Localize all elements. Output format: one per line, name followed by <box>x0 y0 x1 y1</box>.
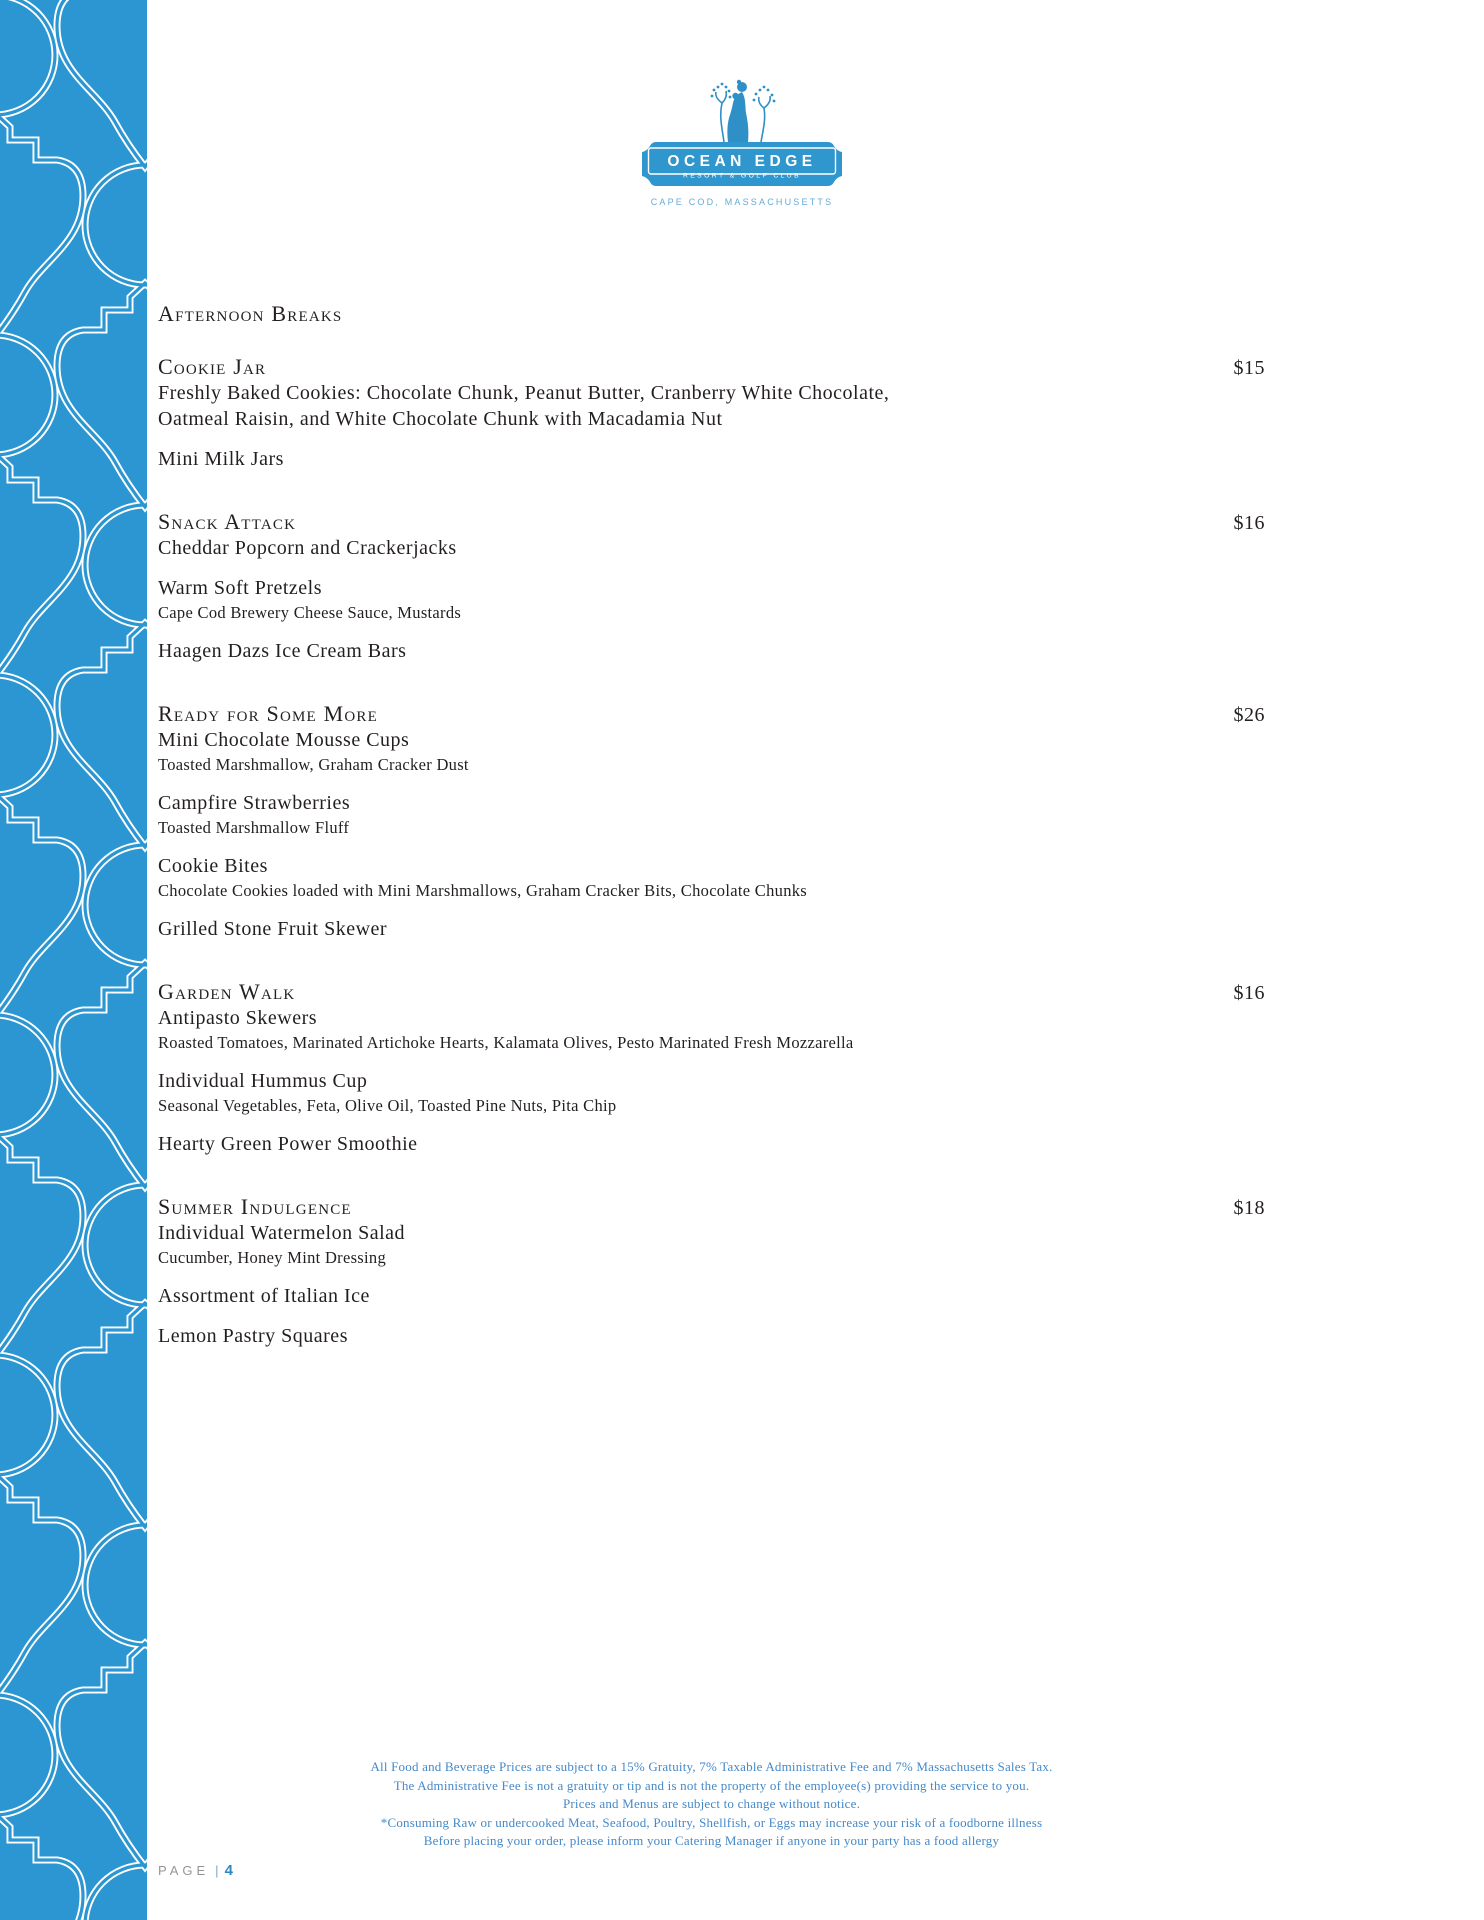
section-items <box>158 380 1265 472</box>
footer-line: Prices and Menus are subject to change without notice. <box>562 1796 861 1811</box>
item-description: Toasted Marshmallow Fluff <box>158 818 350 837</box>
menu-section-ready-for-some-more <box>158 700 1265 942</box>
menu-section-summer-indulgence <box>158 1193 1265 1349</box>
page-number-label: PAGE <box>158 1863 210 1878</box>
menu-item <box>158 575 958 624</box>
item-description: Cucumber, Honey Mint Dressing <box>158 1248 387 1267</box>
item-name: Assortment of Italian Ice <box>158 1285 370 1307</box>
menu-item <box>158 535 958 561</box>
item-name: Cookie Bites <box>158 855 268 877</box>
item-name: Hearty Green Power Smoothie <box>158 1133 418 1155</box>
footer-line: *Consuming Raw or undercooked Meat, Seafood, Poultry, Shellfish, or Eggs may increase your risk of a foodborne illness <box>380 1814 1043 1830</box>
menu-item <box>158 727 958 776</box>
item-description: Roasted Tomatoes, Marinated Artichoke Hearts, Kalamata Olives, Pesto Marinated Fresh Mozzarella <box>158 1033 854 1052</box>
item-description: Cape Cod Brewery Cheese Sauce, Mustards <box>158 603 462 622</box>
section-name: Garden Walk <box>158 979 296 1004</box>
section-price: $18 <box>1233 1197 1265 1219</box>
moroccan-lattice-pattern-icon <box>0 0 147 1920</box>
item-name: Mini Chocolate Mousse Cups <box>158 729 410 751</box>
section-items <box>158 1220 1265 1349</box>
section-name: Snack Attack <box>158 509 297 534</box>
page-number-divider: | <box>215 1863 219 1878</box>
menu-item <box>158 916 958 942</box>
item-description: Seasonal Vegetables, Feta, Olive Oil, Toasted Pine Nuts, Pita Chip <box>158 1096 617 1115</box>
menu-item <box>158 446 958 472</box>
item-name: Mini Milk Jars <box>158 448 284 470</box>
section-price: $15 <box>1233 357 1265 379</box>
menu-item <box>158 1068 958 1117</box>
decorative-sidebar <box>0 0 147 1920</box>
menu-item <box>158 1131 958 1157</box>
item-name: Cheddar Popcorn and Crackerjacks <box>158 537 457 559</box>
menu-item <box>158 638 958 664</box>
logo-badge-subtitle: RESORT & GOLF CLUB <box>682 172 802 180</box>
item-name: Freshly Baked Cookies: Chocolate Chunk, Peanut Butter, Cranberry White Chocolate, Oatmeal Raisin, and White Chocolate Chunk with Macadamia Nut <box>158 382 890 430</box>
footer-disclaimers <box>158 1758 1265 1851</box>
menu-section-snack-attack <box>158 508 1265 664</box>
menu-item <box>158 1005 958 1054</box>
logo-badge <box>642 142 842 186</box>
resort-logo <box>632 56 852 216</box>
item-name: Grilled Stone Fruit Skewer <box>158 918 388 940</box>
section-head <box>158 353 1265 380</box>
item-name: Individual Hummus Cup <box>158 1070 368 1092</box>
item-description: Toasted Marshmallow, Graham Cracker Dust <box>158 755 469 774</box>
menu-item <box>158 1323 958 1349</box>
section-name: Ready for Some More <box>158 701 378 726</box>
page-title: Afternoon Breaks <box>158 301 343 326</box>
section-price: $16 <box>1233 512 1265 534</box>
menu-section-cookie-jar <box>158 353 1265 472</box>
footer-line: Before placing your order, please inform your Catering Manager if anyone in your party has a food allergy <box>423 1833 1000 1848</box>
menu-item <box>158 790 958 839</box>
menu-item <box>158 380 958 432</box>
item-name: Antipasto Skewers <box>158 1007 318 1029</box>
section-items <box>158 1005 1265 1157</box>
section-head <box>158 700 1265 727</box>
item-description: Chocolate Cookies loaded with Mini Marshmallows, Graham Cracker Bits, Chocolate Chunks <box>158 881 808 900</box>
page-number-value: 4 <box>224 1862 233 1879</box>
section-items <box>158 535 1265 664</box>
section-items <box>158 727 1265 942</box>
ocean-edge-logo-icon <box>632 56 852 216</box>
mother-child-silhouette-icon <box>727 80 748 142</box>
section-price: $16 <box>1233 982 1265 1004</box>
menu-item <box>158 1220 958 1269</box>
section-name: Summer Indulgence <box>158 1194 352 1219</box>
section-head <box>158 1193 1265 1220</box>
section-name: Cookie Jar <box>158 354 267 379</box>
item-name: Individual Watermelon Salad <box>158 1222 406 1244</box>
menu-section-garden-walk <box>158 978 1265 1157</box>
section-head <box>158 508 1265 535</box>
item-name: Warm Soft Pretzels <box>158 577 323 599</box>
item-name: Haagen Dazs Ice Cream Bars <box>158 640 407 662</box>
section-head <box>158 978 1265 1005</box>
logo-badge-title: OCEAN EDGE <box>667 153 817 170</box>
menu-item <box>158 853 958 902</box>
item-name: Lemon Pastry Squares <box>158 1325 348 1347</box>
item-name: Campfire Strawberries <box>158 792 351 814</box>
menu-content <box>158 300 1265 1349</box>
logo-tagline: CAPE COD, MASSACHUSETTS <box>650 197 834 207</box>
footer-line: All Food and Beverage Prices are subject to a 15% Gratuity, 7% Taxable Administrative Fee and 7% Massachusetts Sales Tax. <box>370 1759 1053 1774</box>
footer-line: The Administrative Fee is not a gratuity or tip and is not the property of the employee(s) providing the service to you. <box>393 1777 1030 1793</box>
section-price: $26 <box>1233 704 1265 726</box>
page-number <box>158 1862 233 1879</box>
menu-item <box>158 1283 958 1309</box>
